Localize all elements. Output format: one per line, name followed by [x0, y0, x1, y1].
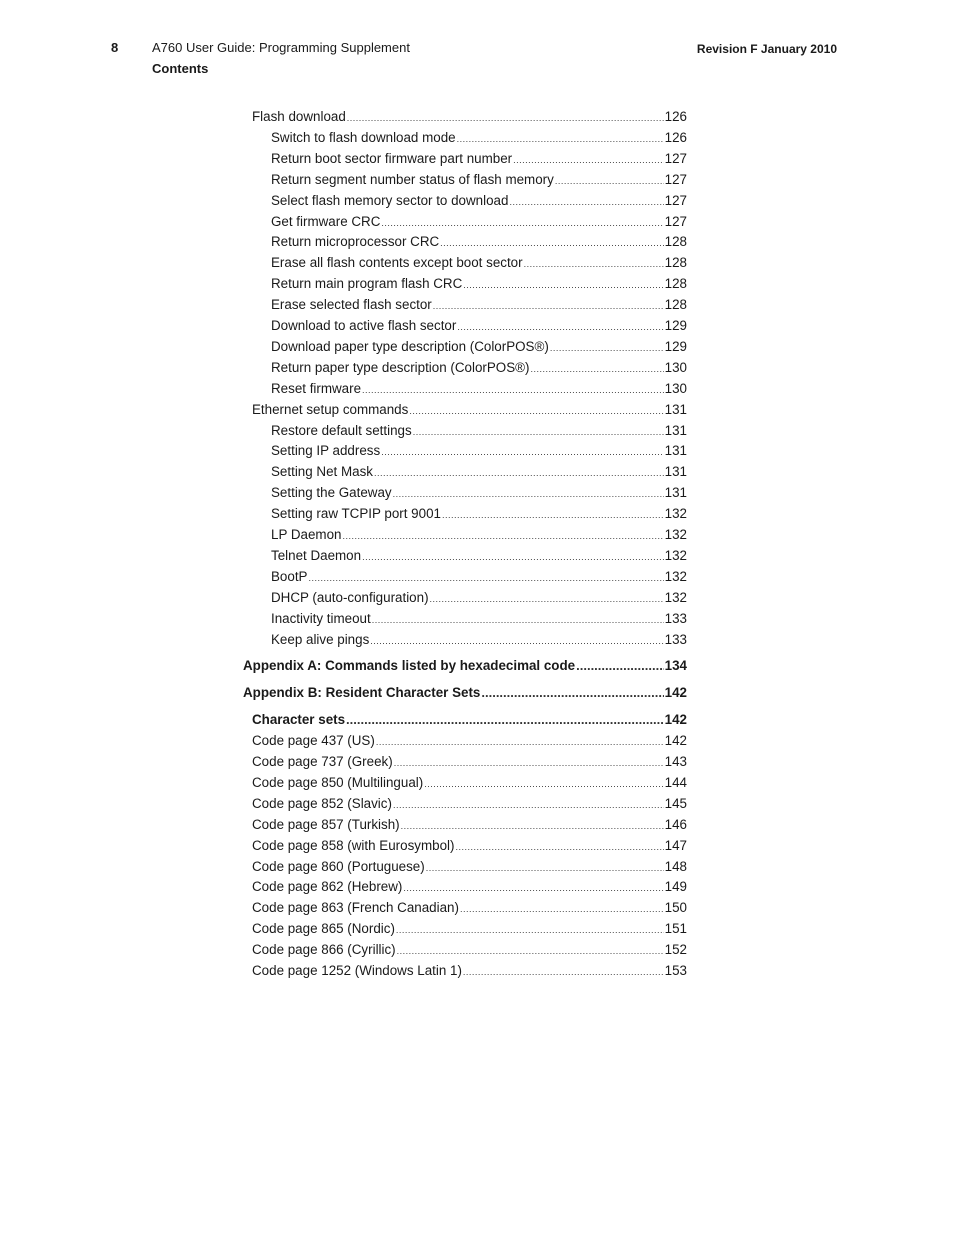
- toc-entry[interactable]: [271, 253, 687, 273]
- toc-dot-leader: [347, 108, 664, 128]
- toc-dot-leader: [430, 589, 664, 609]
- toc-entry-title: Ethernet setup commands: [252, 401, 409, 417]
- toc-dot-leader: [457, 317, 663, 337]
- toc-dot-leader: [530, 359, 663, 379]
- toc-entry-page: 150: [664, 900, 687, 916]
- toc-entry-title: Switch to flash download mode: [271, 129, 456, 145]
- toc-entry[interactable]: [252, 877, 687, 897]
- toc-entry-page: 128: [664, 276, 687, 292]
- toc-entry[interactable]: [271, 546, 687, 566]
- toc-entry-title: Flash download: [252, 109, 346, 124]
- toc-entry-page: 132: [664, 506, 687, 522]
- toc-entry-title: Setting the Gateway: [271, 485, 392, 501]
- toc-dot-leader: [513, 150, 664, 170]
- toc-dot-leader: [381, 213, 663, 233]
- toc-entry-page: 149: [664, 879, 687, 895]
- toc-entry-title: Setting IP address: [271, 443, 381, 459]
- toc-dot-leader: [460, 899, 664, 919]
- toc-dot-leader: [362, 380, 664, 400]
- toc-entry[interactable]: [271, 630, 687, 650]
- toc-entry-page: 130: [664, 359, 687, 375]
- toc-entry[interactable]: [271, 379, 687, 399]
- toc-entry-title: Erase all flash contents except boot sector: [271, 255, 523, 271]
- toc-entry-title: Get firmware CRC: [271, 213, 381, 229]
- toc-dot-leader: [346, 710, 664, 730]
- toc-entry-page: 142: [664, 733, 687, 749]
- toc-entry[interactable]: [252, 400, 687, 420]
- toc-dot-leader: [433, 296, 664, 316]
- toc-entry-title: Appendix B: Resident Character Sets: [243, 685, 481, 701]
- toc-entry-page: 128: [664, 297, 687, 313]
- toc-entry-page: 129: [664, 318, 687, 333]
- toc-entry[interactable]: [252, 940, 687, 960]
- toc-entry-page: 142: [664, 685, 687, 701]
- toc-entry[interactable]: [271, 232, 687, 252]
- toc-dot-leader: [576, 656, 664, 676]
- toc-entry-page: 145: [664, 795, 687, 811]
- toc-dot-leader: [393, 795, 664, 815]
- toc-entry[interactable]: [271, 609, 687, 629]
- toc-entry-title: Inactivity timeout: [271, 610, 371, 626]
- toc-dot-leader: [457, 129, 664, 149]
- toc-entry-title: Return microprocessor CRC: [271, 234, 440, 250]
- toc-entry[interactable]: [271, 441, 687, 461]
- toc-entry[interactable]: [252, 794, 687, 814]
- toc-entry-title: Setting raw TCPIP port 9001: [271, 506, 441, 522]
- toc-entry[interactable]: [271, 567, 687, 587]
- toc-entry[interactable]: [252, 107, 687, 127]
- toc-entry-title: LP Daemon: [271, 527, 342, 542]
- toc-dot-leader: [401, 816, 664, 836]
- toc-entry-title: Restore default settings: [271, 422, 412, 438]
- toc-entry-page: 131: [664, 485, 687, 501]
- toc-dot-leader: [481, 683, 663, 703]
- toc-entry[interactable]: [271, 483, 687, 503]
- toc-entry-title: Code page 865 (Nordic): [252, 921, 395, 937]
- toc-entry-page: 131: [664, 422, 687, 438]
- toc-entry[interactable]: [252, 836, 687, 856]
- toc-dot-leader: [393, 484, 664, 504]
- toc-entry-page: 127: [664, 150, 687, 166]
- toc-entry-page: 131: [664, 443, 687, 459]
- toc-dot-leader: [372, 610, 664, 630]
- toc-entry-title: Character sets: [252, 712, 346, 728]
- toc-dot-leader: [524, 254, 664, 274]
- toc-entry[interactable]: [271, 316, 687, 336]
- toc-dot-leader: [362, 547, 664, 567]
- toc-dot-leader: [555, 171, 664, 191]
- toc-entry-page: 142: [664, 712, 687, 728]
- toc-entry-title: Return paper type description (ColorPOS®): [271, 359, 530, 375]
- toc-entry-page: 126: [664, 129, 687, 145]
- toc-entry-title: Return segment number status of flash memory: [271, 171, 554, 187]
- toc-entry-page: 151: [664, 921, 687, 937]
- toc-entry[interactable]: [271, 128, 687, 148]
- toc-entry[interactable]: [243, 683, 687, 703]
- toc-dot-leader: [370, 631, 663, 651]
- toc-dot-leader: [342, 526, 663, 546]
- toc-entry-page: 131: [664, 401, 687, 417]
- toc-dot-leader: [424, 774, 663, 794]
- toc-entry-page: 132: [664, 568, 687, 584]
- toc-entry-page: 153: [664, 963, 687, 978]
- toc-entry[interactable]: [271, 295, 687, 315]
- toc-dot-leader: [455, 837, 663, 857]
- toc-entry-title: Download to active flash sector: [271, 318, 457, 333]
- toc-entry[interactable]: [271, 358, 687, 378]
- toc-entry-page: 131: [664, 464, 687, 480]
- toc-entry-title: Code page 437 (US): [252, 733, 375, 749]
- toc-entry-title: Code page 737 (Greek): [252, 754, 393, 769]
- toc-entry-title: Select flash memory sector to download: [271, 192, 509, 208]
- toc-entry-title: Telnet Daemon: [271, 547, 362, 563]
- toc-entry[interactable]: [271, 588, 687, 608]
- page-number: 8: [111, 40, 119, 55]
- toc-entry-title: Setting Net Mask: [271, 464, 373, 480]
- toc-entry-page: 126: [664, 109, 687, 124]
- toc-entry-title: Code page 1252 (Windows Latin 1): [252, 963, 462, 978]
- toc-entry-title: Code page 852 (Slavic): [252, 795, 392, 811]
- toc-dot-leader: [409, 401, 663, 421]
- toc-dot-leader: [463, 275, 663, 295]
- toc-dot-leader: [403, 878, 663, 898]
- toc-entry[interactable]: [252, 752, 687, 772]
- toc-entry-page: 127: [664, 192, 687, 208]
- toc-entry-page: 152: [664, 942, 687, 958]
- toc-entry-page: 132: [664, 527, 687, 542]
- toc-entry-page: 127: [664, 213, 687, 229]
- toc-dot-leader: [463, 962, 664, 982]
- toc-dot-leader: [509, 192, 663, 212]
- toc-entry-page: 134: [664, 658, 687, 674]
- toc-entry-title: Code page 857 (Turkish): [252, 816, 400, 832]
- toc-dot-leader: [396, 920, 664, 940]
- toc-dot-leader: [308, 568, 663, 588]
- toc-dot-leader: [381, 442, 663, 462]
- toc-entry-page: 128: [664, 255, 687, 271]
- toc-entry-title: Return boot sector firmware part number: [271, 150, 513, 166]
- toc-dot-leader: [426, 858, 664, 878]
- toc-entry-page: 130: [664, 380, 687, 396]
- toc-dot-leader: [550, 338, 664, 358]
- toc-entry[interactable]: [271, 149, 687, 169]
- section-title: Contents: [152, 61, 209, 76]
- toc-entry[interactable]: [252, 773, 687, 793]
- toc-entry[interactable]: [252, 710, 687, 730]
- toc-entry-page: 143: [664, 754, 687, 769]
- toc-entry-title: Code page 863 (French Canadian): [252, 900, 459, 916]
- toc-entry-title: Code page 860 (Portuguese): [252, 858, 425, 874]
- toc-entry-page: 148: [664, 858, 687, 874]
- toc-entry[interactable]: [271, 525, 687, 545]
- toc-entry-title: Code page 866 (Cyrillic): [252, 942, 396, 958]
- toc-entry-title: BootP: [271, 568, 308, 584]
- toc-entry[interactable]: [252, 857, 687, 877]
- toc-entry-title: Erase selected flash sector: [271, 297, 432, 313]
- toc-entry[interactable]: [271, 504, 687, 524]
- toc-entry[interactable]: [252, 919, 687, 939]
- toc-entry-page: 129: [664, 338, 687, 354]
- toc-dot-leader: [376, 732, 664, 752]
- toc-dot-leader: [440, 233, 663, 253]
- toc-dot-leader: [394, 753, 664, 773]
- toc-entry[interactable]: [252, 961, 687, 981]
- toc-entry[interactable]: [252, 731, 687, 751]
- toc-entry[interactable]: [271, 337, 687, 357]
- toc-entry-page: 147: [664, 837, 687, 853]
- toc-entry-page: 127: [664, 171, 687, 187]
- toc-entry-title: Keep alive pings: [271, 631, 370, 647]
- toc-entry[interactable]: [271, 274, 687, 294]
- toc-entry-page: 144: [664, 774, 687, 790]
- toc-entry-title: DHCP (auto-configuration): [271, 589, 429, 605]
- toc-dot-leader: [397, 941, 664, 961]
- toc-entry-title: Reset firmware: [271, 380, 362, 396]
- toc-entry[interactable]: [271, 212, 687, 232]
- toc-entry[interactable]: [271, 170, 687, 190]
- toc-dot-leader: [413, 422, 664, 442]
- toc-entry-page: 132: [664, 547, 687, 563]
- toc-entry-page: 146: [664, 816, 687, 832]
- toc-entry-title: Return main program flash CRC: [271, 276, 463, 292]
- toc-entry-title: Code page 858 (with Eurosymbol): [252, 837, 455, 853]
- toc-entry-title: Download paper type description (ColorPOS®): [271, 338, 549, 354]
- toc-entry-title: Code page 850 (Multilingual): [252, 774, 424, 790]
- toc-entry[interactable]: [252, 898, 687, 918]
- toc-entry-page: 128: [664, 234, 687, 250]
- toc-entry[interactable]: [271, 191, 687, 211]
- toc-entry[interactable]: [271, 421, 687, 441]
- toc-entry-page: 133: [664, 610, 687, 626]
- toc-entry-title: Appendix A: Commands listed by hexadecimal code: [243, 658, 576, 674]
- toc-entry-page: 132: [664, 589, 687, 605]
- toc-entry[interactable]: [243, 656, 687, 676]
- document-title: A760 User Guide: Programming Supplement: [152, 40, 410, 55]
- toc-dot-leader: [374, 463, 664, 483]
- revision-label: Revision F January 2010: [696, 42, 837, 56]
- toc-entry-title: Code page 862 (Hebrew): [252, 879, 403, 895]
- toc-entry[interactable]: [271, 462, 687, 482]
- toc-entry[interactable]: [252, 815, 687, 835]
- toc-dot-leader: [442, 505, 664, 525]
- toc-entry-page: 133: [664, 631, 687, 647]
